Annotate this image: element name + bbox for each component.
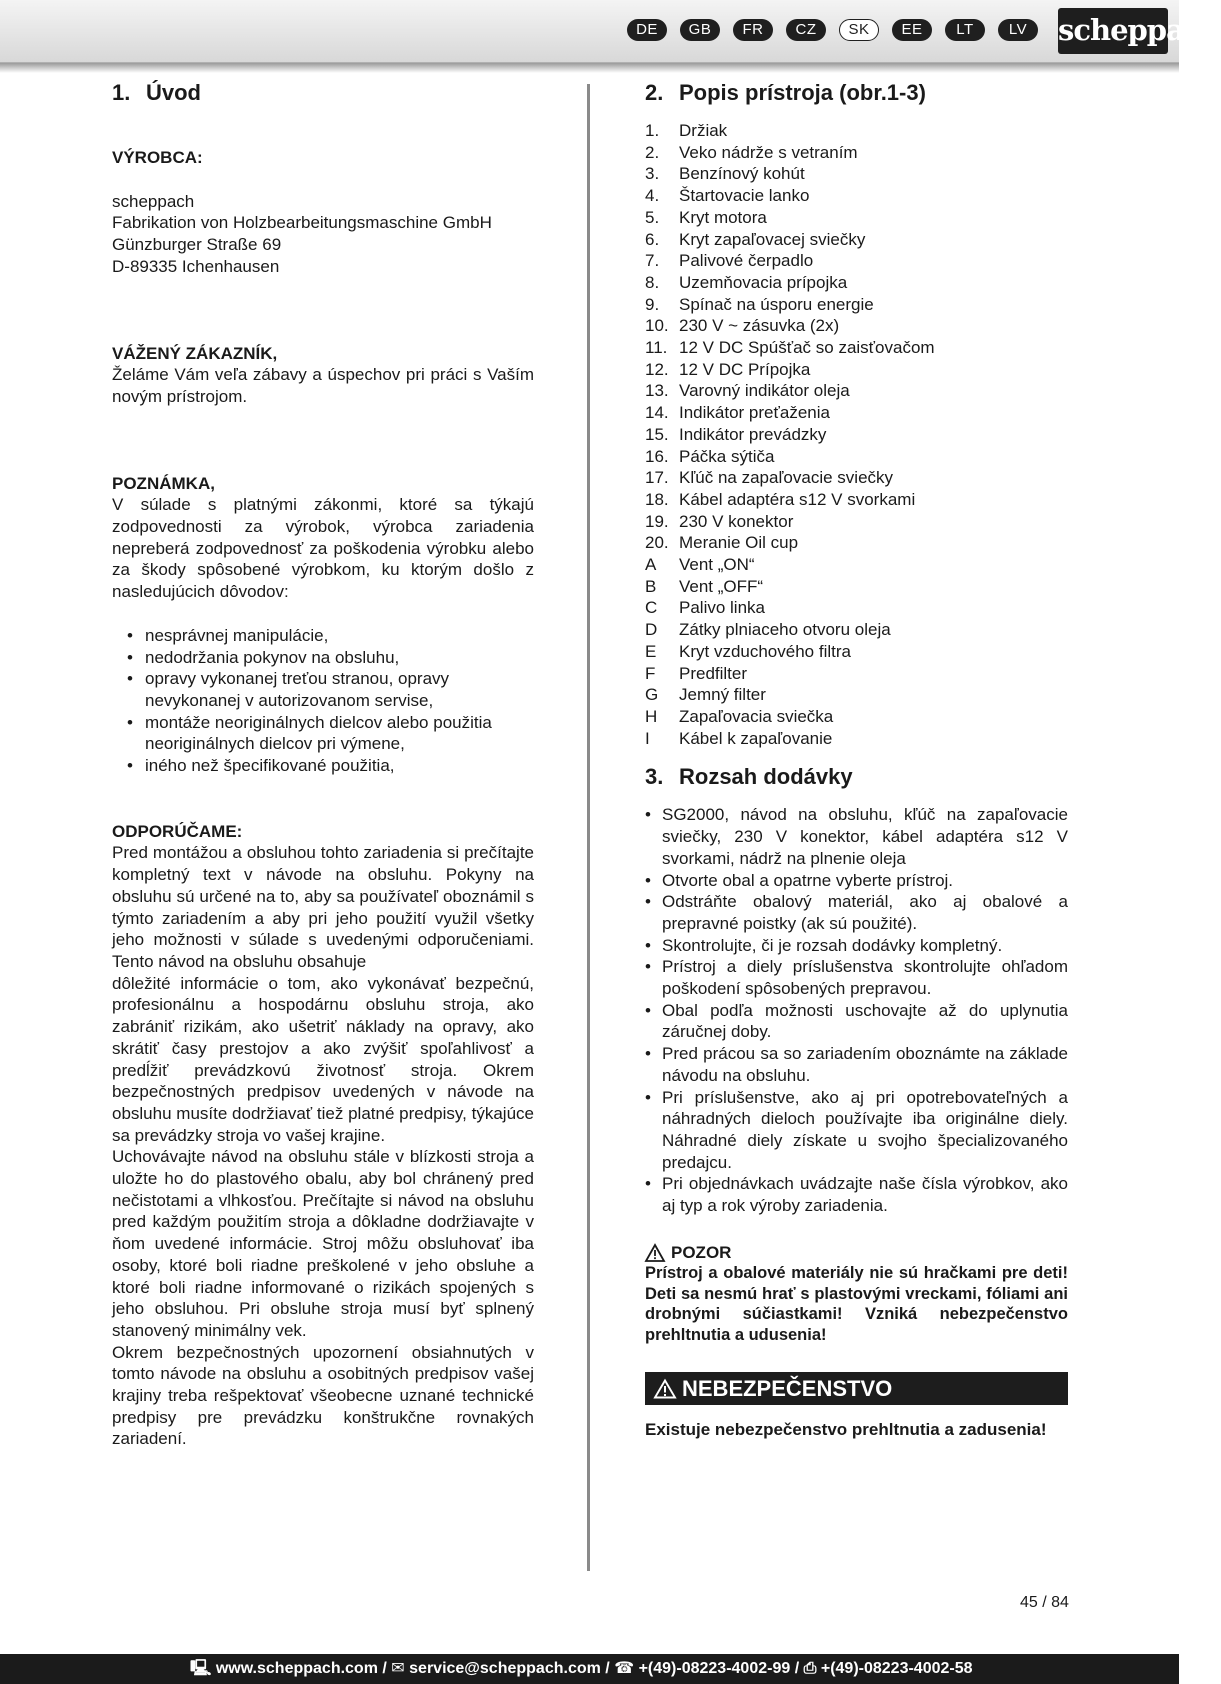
- address-line: D-89335 Ichenhausen: [112, 256, 280, 276]
- address-line: Günzburger Straße 69: [112, 235, 282, 255]
- part-label: Vent „ON“: [679, 555, 755, 575]
- parts-list-item: [645, 337, 1068, 359]
- lang-lt[interactable]: LT: [945, 19, 985, 41]
- fax-number: +(49)-08223-4002-58: [820, 1660, 973, 1677]
- parts-list-item: [645, 272, 1068, 294]
- part-label: Predfilter: [679, 663, 748, 683]
- recommend-paragraph: Okrem bezpečnostných upozornení obsiahnutých v tomto návode na obsluhu a osobitných predpisov vašej krajiny treba rešpektovať všeobecne uznané technické predpisy pre prevádzku konštrukčne rovnakých zariadení.: [112, 1342, 534, 1449]
- part-number: 15.: [645, 424, 669, 444]
- part-label: Držiak: [679, 121, 728, 140]
- lang-de[interactable]: DE: [627, 19, 667, 41]
- list-item: • iného než špecifikované použitia,: [112, 755, 534, 777]
- part-label: Kryt zapaľovacej sviečky: [679, 229, 866, 249]
- note-label: POZNÁMKA,: [112, 473, 215, 493]
- part-label: Zapaľovacia sviečka: [679, 706, 834, 726]
- parts-list-item: [645, 185, 1068, 207]
- page-number: 45 / 84: [1020, 1594, 1069, 1611]
- parts-list-item: [645, 380, 1068, 402]
- lang-lv[interactable]: LV: [998, 19, 1038, 41]
- parts-list-item: [645, 315, 1068, 337]
- delivery-list: [645, 804, 1068, 1216]
- list-item: • nesprávnej manipulácie,: [112, 625, 534, 647]
- warning-triangle-icon: [645, 1244, 665, 1262]
- part-number: A: [645, 555, 657, 575]
- website-link[interactable]: www.scheppach.com: [215, 1660, 378, 1677]
- part-label: Uzemňovacia prípojka: [679, 272, 848, 292]
- part-number: 7.: [645, 251, 660, 271]
- parts-list-item: [645, 446, 1068, 468]
- warning-triangle-icon: [654, 1379, 676, 1399]
- list-item: • Pred prácou sa so zariadením oboznámte na základe návodu na obsluhu.: [645, 1043, 1068, 1086]
- list-item: • Prístroj a diely príslušenstva skontrolujte ohľadom poškodení spôsobených prepravou.: [645, 956, 1068, 999]
- part-label: Benzínový kohút: [679, 164, 805, 184]
- part-label: Indikátor preťaženia: [679, 403, 830, 423]
- part-number: 6.: [645, 229, 660, 249]
- parts-list-item: [645, 359, 1068, 381]
- part-number: B: [645, 576, 657, 596]
- part-label: Vent „OFF“: [679, 576, 764, 596]
- part-label: 12 V DC Spúšťač so zaisťovačom: [679, 338, 935, 358]
- part-number: 4.: [645, 186, 660, 206]
- part-label: Jemný filter: [679, 685, 766, 705]
- part-label: Palivové čerpadlo: [679, 251, 814, 271]
- part-label: Spínač na úsporu energie: [679, 294, 874, 314]
- recommend-paragraph: Uchovávajte návod na obsluhu stále v blízkosti stroja a uložte ho do plastového obalu, aby bol chránený pred nečistotami a vlhkosťou. Prečítajte si návod na obsluhu pred každým použitím stroja a dôkladne dodržiavajte v ňom uvedené informácie. Stroj môžu obsluhovať iba osoby, ktoré boli riadne preškolené v jeho obsluhe a ktoré boli riadne informované o rizikách spojených s jeho obsluhou. Pri obsluhe stroja musí byť splnený stanovený minimálny vek.: [112, 1147, 534, 1340]
- part-label: 230 V konektor: [679, 511, 794, 531]
- part-number: 8.: [645, 272, 660, 292]
- list-item: • Otvorte obal a opatrne vyberte prístroj.: [645, 870, 1068, 892]
- parts-list-item: [645, 554, 1068, 576]
- lang-sk[interactable]: SK: [839, 19, 879, 41]
- part-number: 12.: [645, 359, 669, 379]
- part-number: E: [645, 641, 657, 661]
- part-label: Palivo linka: [679, 598, 765, 618]
- part-label: 230 V ~ zásuvka (2x): [679, 316, 840, 336]
- part-label: Kábel k zapaľovanie: [679, 728, 833, 748]
- phone-number: +(49)-08223-4002-99: [638, 1660, 791, 1677]
- language-selector: [627, 19, 1051, 41]
- address-line: scheppach: [112, 191, 195, 211]
- part-number: 20.: [645, 533, 669, 553]
- section-heading-delivery: 3. Rozsah dodávky: [645, 764, 853, 790]
- list-item: • opravy vykonanej treťou stranou, opravy nevykonanej v autorizovanom servise,: [112, 668, 534, 711]
- fax-icon: ⎙: [803, 1660, 817, 1677]
- parts-list-item: [645, 597, 1068, 619]
- part-number: 19.: [645, 511, 669, 531]
- customer-text: Želáme Vám veľa zábavy a úspechov pri práci s Vaším novým prístrojom.: [112, 365, 534, 406]
- parts-list-item: [645, 728, 1068, 750]
- header-shadow: [0, 63, 1179, 73]
- address-line: Fabrikation von Holzbearbeitungsmaschine GmbH: [112, 213, 492, 233]
- list-item: • SG2000, návod na obsluhu, kľúč na zapaľovacie sviečky, 230 V konektor, kábel adaptéra s12 V svorkami, nádrž na plnenie oleja: [645, 804, 1068, 869]
- parts-list-item: [645, 511, 1068, 533]
- part-label: Páčka sýtiča: [679, 446, 775, 466]
- section-heading-intro: 1. Úvod: [112, 80, 201, 105]
- manufacturer-label: VÝROBCA:: [112, 148, 203, 167]
- parts-list-item: [645, 294, 1068, 316]
- list-item: • Pri objednávkach uvádzajte naše čísla výrobkov, ako aj typ a rok výroby zariadenia.: [645, 1173, 1068, 1216]
- parts-list-item: [645, 641, 1068, 663]
- lang-cz[interactable]: CZ: [786, 19, 826, 41]
- lang-ee[interactable]: EE: [892, 19, 932, 41]
- parts-list-item: [645, 706, 1068, 728]
- parts-list-item: [645, 229, 1068, 251]
- parts-list-item: [645, 619, 1068, 641]
- part-number: 13.: [645, 381, 669, 401]
- part-number: 18.: [645, 489, 669, 509]
- parts-list-item: [645, 120, 1068, 142]
- part-number: 10.: [645, 316, 669, 336]
- part-number: 17.: [645, 468, 669, 488]
- computer-icon: 🖳: [190, 1660, 212, 1677]
- envelope-icon: ✉: [391, 1660, 405, 1677]
- part-number: C: [645, 598, 658, 618]
- customer-label: VÁŽENÝ ZÁKAZNÍK,: [112, 343, 278, 363]
- list-item: • nedodržania pokynov na obsluhu,: [112, 647, 534, 669]
- header-bar: [0, 0, 1221, 63]
- part-label: Varovný indikátor oleja: [679, 381, 850, 401]
- note-bullet-list: [112, 625, 534, 777]
- part-label: Veko nádrže s vetraním: [679, 142, 858, 162]
- list-item: • Pri príslušenstve, ako aj pri opotrebovateľných a náhradných dieloch používajte iba originálne diely. Náhradné diely získate u svojho špecializovaného predajcu.: [645, 1087, 1068, 1174]
- section-heading-description: 2. Popis prístroja (obr.1-3): [645, 80, 926, 105]
- footer-bar: 🖳 www.scheppach.com / ✉ service@scheppach.com / ☎ +(49)-08223-4002-99 / ⎙ +(49)-08223-4002-58: [0, 1654, 1179, 1684]
- part-number: 2.: [645, 142, 660, 162]
- caution-text: Prístroj a obalové materiály nie sú hračkami pre deti! Deti sa nesmú hrať s plastovými vreckami, fóliami ani drobnými súčiastkami! Vzniká nebezpečenstvo prehltnutia a udusenia!: [645, 1264, 1068, 1344]
- part-label: 12 V DC Prípojka: [679, 359, 811, 379]
- email-link[interactable]: service@scheppach.com: [409, 1660, 601, 1677]
- recommend-label: ODPORÚČAME:: [112, 821, 243, 841]
- right-column: [645, 78, 1068, 1441]
- part-number: I: [645, 728, 650, 748]
- part-label: Indikátor prevádzky: [679, 424, 827, 444]
- parts-list-item: [645, 576, 1068, 598]
- danger-banner: NEBEZPEČENSTVO: [645, 1372, 1068, 1405]
- part-number: 9.: [645, 294, 660, 314]
- part-number: 14.: [645, 403, 669, 423]
- phone-icon: ☎: [614, 1660, 635, 1677]
- parts-list-item: [645, 402, 1068, 424]
- part-label: Kľúč na zapaľovacie sviečky: [679, 468, 894, 488]
- part-number: 11.: [645, 338, 668, 358]
- part-number: 1.: [645, 121, 660, 140]
- part-number: D: [645, 620, 658, 640]
- parts-list-item: [645, 489, 1068, 511]
- part-number: 5.: [645, 207, 660, 227]
- recommend-paragraph: Pred montážou a obsluhou tohto zariadenia si prečítajte kompletný text v návode na obsluhu. Pokyny na obsluhu sú určené na to, aby sa používateľ oboznámil s týmto zariadením a aby pri jeho použití využil všetky jeho možnosti v súlade s uvedenými odporučeniami. Tento návod na obsluhu obsahuje: [112, 843, 534, 971]
- part-label: Štartovacie lanko: [679, 186, 810, 206]
- part-number: 3.: [645, 164, 660, 184]
- lang-gb[interactable]: GB: [680, 19, 720, 41]
- parts-list: [645, 120, 1068, 749]
- parts-list-item: [645, 207, 1068, 229]
- list-item: • Obal podľa možnosti uschovajte až do uplynutia záručnej doby.: [645, 1000, 1068, 1043]
- parts-list-item: [645, 424, 1068, 446]
- list-item: • Odstráňte obalový materiál, ako aj obalové a prepravné poistky (ak sú použité).: [645, 891, 1068, 934]
- list-item: • montáže neoriginálnych dielcov alebo použitia neoriginálnych dielcov pri výmene,: [112, 712, 534, 755]
- part-number: 16.: [645, 446, 669, 466]
- list-item: • Skontrolujte, či je rozsah dodávky kompletný.: [645, 935, 1068, 957]
- part-label: Meranie Oil cup: [679, 533, 799, 553]
- parts-list-item: [645, 684, 1068, 706]
- part-label: Kábel adaptéra s12 V svorkami: [679, 489, 916, 509]
- part-number: F: [645, 663, 656, 683]
- parts-list-item: [645, 250, 1068, 272]
- parts-list-item: [645, 663, 1068, 685]
- left-column: [112, 78, 534, 1450]
- manufacturer-address: [112, 191, 534, 278]
- parts-list-item: [645, 467, 1068, 489]
- parts-list-item: [645, 142, 1068, 164]
- parts-list-item: [645, 163, 1068, 185]
- parts-list-item: [645, 532, 1068, 554]
- column-divider: [587, 84, 590, 1571]
- part-number: G: [645, 685, 659, 705]
- part-label: Kryt motora: [679, 207, 767, 227]
- note-text: V súlade s platnými zákonmi, ktoré sa týkajú zodpovednosti za výrobok, výrobca zariadenia nepreberá zodpovednosť za poškodenia výrobku alebo za škody spôsobené výrobkom, ku ktorým došlo z nasledujúcich dôvodov:: [112, 495, 534, 602]
- part-label: Zátky plniaceho otvoru oleja: [679, 620, 891, 640]
- recommend-paragraph: dôležité informácie o tom, ako vykonávať bezpečnú, profesionálnu a hospodárnu obsluhu stroja, ako zabrániť rizikám, ako ušetriť náklady na opravy, ako skrátiť časy prestojov a ako zvýšiť spoľahlivosť a predĺžiť prevádzkovú životnosť stroja. Okrem bezpečnostných predpisov uvedených v návode na obsluhu musíte dodržiavať tiež platné predpisy, týkajúce sa prevádzky stroja vo vašej krajine.: [112, 973, 534, 1145]
- caution-heading: POZOR: [645, 1242, 1068, 1264]
- lang-fr[interactable]: FR: [733, 19, 773, 41]
- part-label: Kryt vzduchového filtra: [679, 641, 851, 661]
- danger-text: Existuje nebezpečenstvo prehltnutia a zadusenia!: [645, 1420, 1047, 1440]
- brand-logo: scheppach: [1058, 8, 1168, 54]
- part-number: H: [645, 706, 658, 726]
